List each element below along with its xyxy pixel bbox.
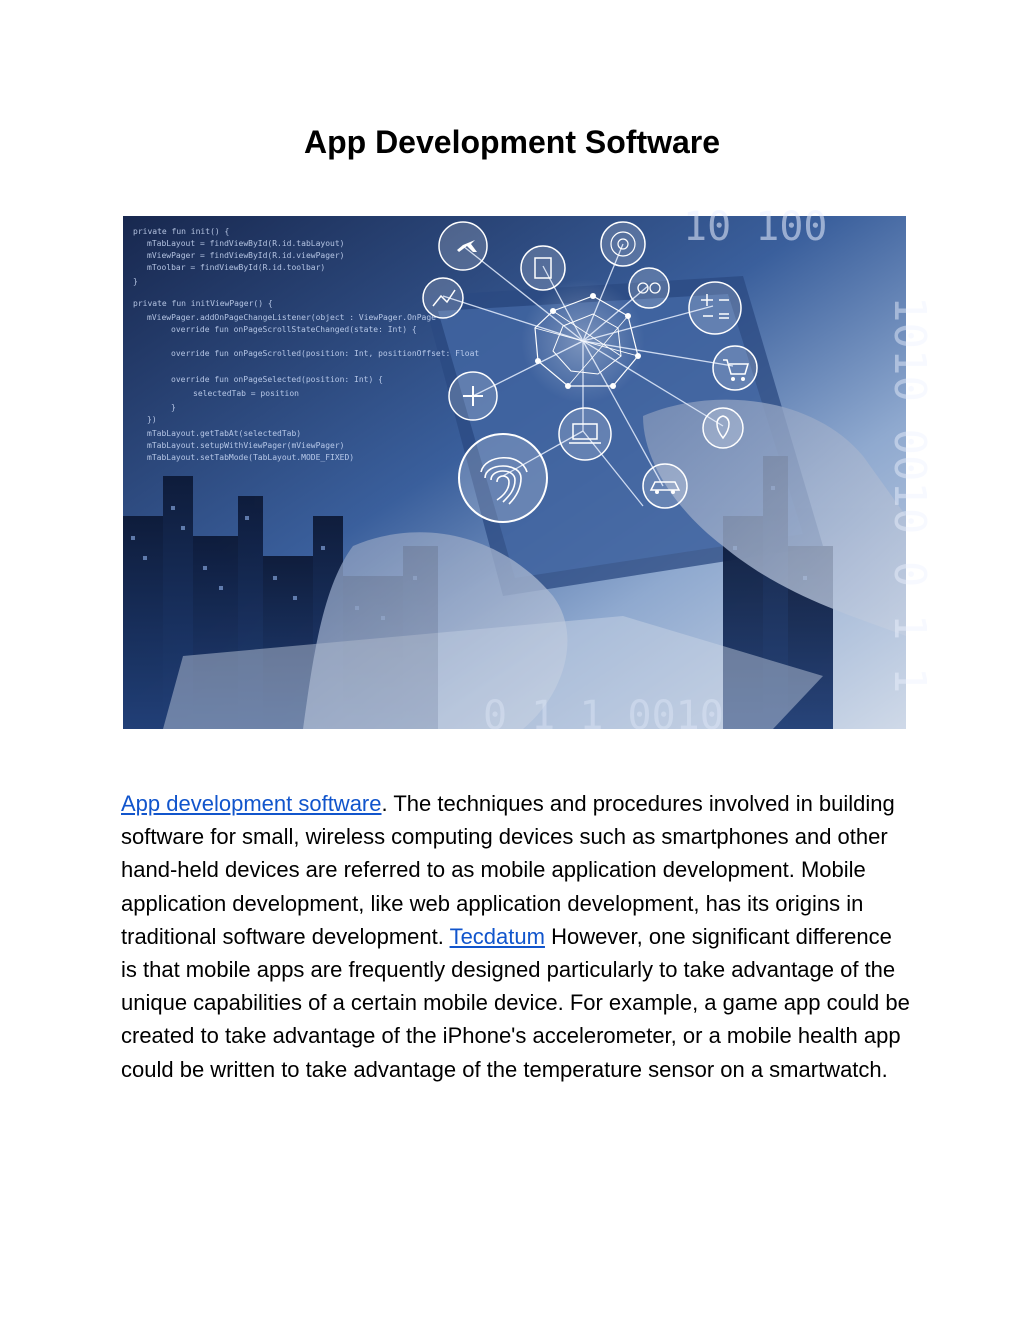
code-line: mTabLayout.setupWithViewPager(mViewPager) [147,441,345,450]
code-line: mTabLayout.setTabMode(TabLayout.MODE_FIXED) [147,453,355,462]
code-line: selectedTab = position [193,389,299,398]
code-line: override fun onPageSelected(position: Int) { [171,375,383,384]
hero-illustration [123,204,935,739]
code-line: mTabLayout = findViewById(R.id.tabLayout) [147,239,345,248]
code-line: mViewPager.addOnPageChangeListener(object : ViewPager.OnPage [147,313,436,322]
binary-right-text: 1010 0010 0 1 1 [884,296,935,694]
shopping-cart-icon [713,346,757,390]
chart-icon [423,278,463,318]
code-line: }) [147,415,157,424]
code-line: mTabLayout.getTabAt(selectedTab) [147,429,302,438]
airplane-icon [439,222,487,270]
code-line: private fun init() { [133,227,230,236]
network-hub [521,279,645,403]
code-line: override fun onPageScrolled(position: Int, positionOffset: Float [171,349,480,358]
tecdatum-link[interactable]: Tecdatum [449,923,545,949]
math-icon [689,282,741,334]
paragraph-text-part-1: . The techniques and procedures involved in building software for small, wireless computing devices such as smartphones and other hand-held devices are referred to as mobile application development. Mobile application development, like web application development, has its origins in traditional software development. [121,791,895,949]
plus-icon [449,372,497,420]
code-line: private fun initViewPager() { [133,299,273,308]
mobile-development-hero-image [123,204,935,739]
car-icon [643,464,687,508]
map-pin-icon [703,408,743,448]
paragraph-text-part-2: However, one significant difference is that mobile apps are frequently designed particularly to take advantage of the unique capabilities of a certain mobile device. For example, a game app could be created to take advantage of the iPhone's accelerometer, or a mobile health app could be written to take advantage of the temperature sensor on a smartwatch. [121,923,910,1082]
page-title: App Development Software [303,124,721,160]
target-icon [601,222,645,266]
file-icon [521,246,565,290]
code-line: override fun onPageScrollStateChanged(state: Int) { [171,325,417,334]
app-development-software-link[interactable]: App development software [121,791,382,816]
body-paragraph [121,787,911,1086]
code-line: mViewPager = findViewById(R.id.viewPager) [147,251,345,260]
fingerprint-icon [459,434,547,522]
code-line: } [171,403,176,412]
binary-top-text: 10 100 [683,204,828,250]
laptop-icon [559,408,611,460]
code-line: mToolbar = findViewById(R.id.toolbar) [147,263,326,272]
code-line: } [133,277,138,286]
binary-bottom-text: 0 1 1 0010 [483,693,724,739]
link-icon [629,268,669,308]
